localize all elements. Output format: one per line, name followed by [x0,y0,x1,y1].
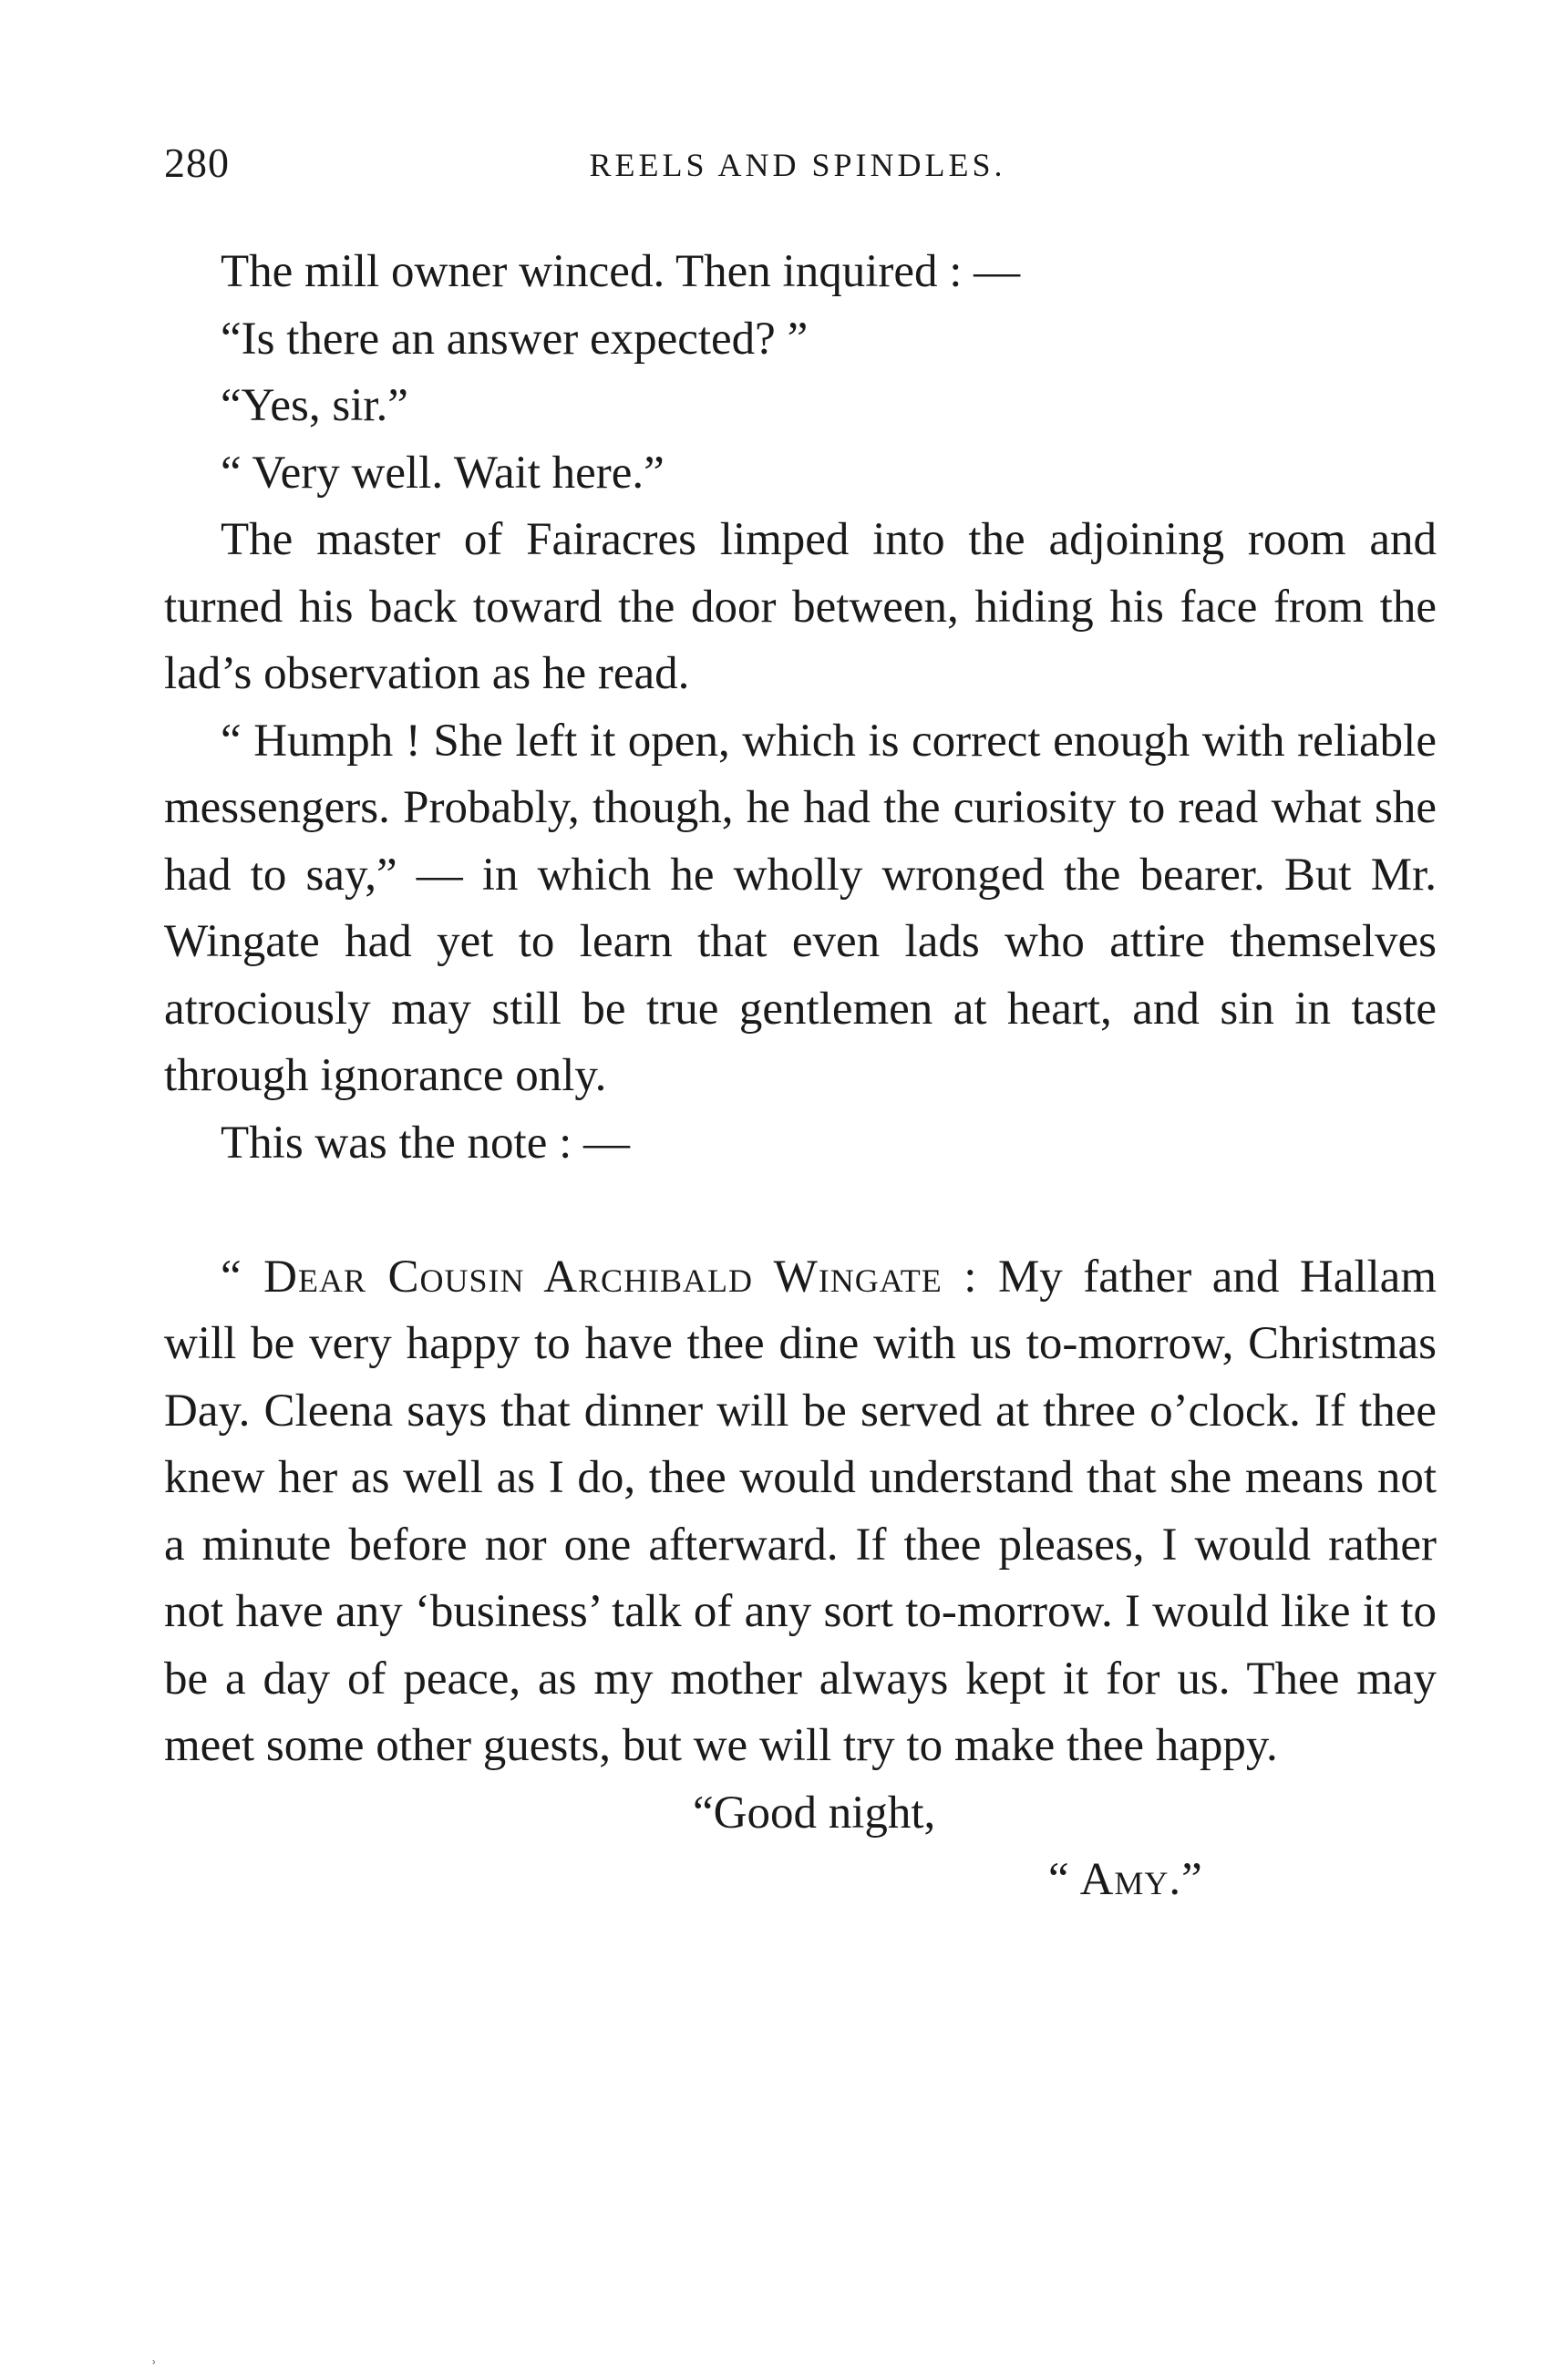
paragraph-2: “Is there an answer expected? ” [221,313,809,365]
letter-signature: “ Amy.” [1048,1854,1203,1905]
page-number: 280 [164,139,230,186]
section-gap [164,1177,1437,1244]
page-header [164,139,1431,193]
paragraph-1: The mill owner winced. Then inquired : — [221,246,1021,297]
scan-speck: ʾ [150,2356,158,2379]
body-text [164,239,1437,1914]
paragraph-3: “Yes, sir.” [221,380,408,431]
paragraph-5: The master of Fairacres limped into the adjoining room and turned his back toward the door between, hiding his face from the lad’s observation as he read. [164,514,1437,699]
letter-body [164,1244,1437,1780]
paragraph-4: “ Very well. Wait here.” [221,447,665,499]
letter-text: My father and Hallam will be very happy to have thee dine with us to-morrow, Christmas Day. Cleena says that dinner will be served at three o’clock. If thee knew her as well as I do, thee would understand that she means not a minute before nor one afterward. If thee pleases, I would rather not have any ‘business’ talk of any sort to-morrow. I would like it to be a day of peace, as my mother always kept it for us. Thee may meet some other guests, but we will try to make thee happy. [164,1251,1437,1771]
letter-salutation: “ Dear Cousin Archibald Wingate : [221,1251,978,1303]
letter-closing: “Good night, [693,1787,936,1839]
running-head: REELS AND SPINDLES. [589,147,1006,183]
paragraph-7: This was the note : — [221,1117,631,1169]
paragraph-6: “ Humph ! She left it open, which is correct enough with reliable messengers. Probably, though, he had the curiosity to read what she had to say,” — in which he wholly wronged the bearer. But Mr. Wingate had yet to learn that even lads who attire themselves atrociously may still be true gentlemen at heart, and sin in taste through ignorance only. [164,715,1437,1101]
